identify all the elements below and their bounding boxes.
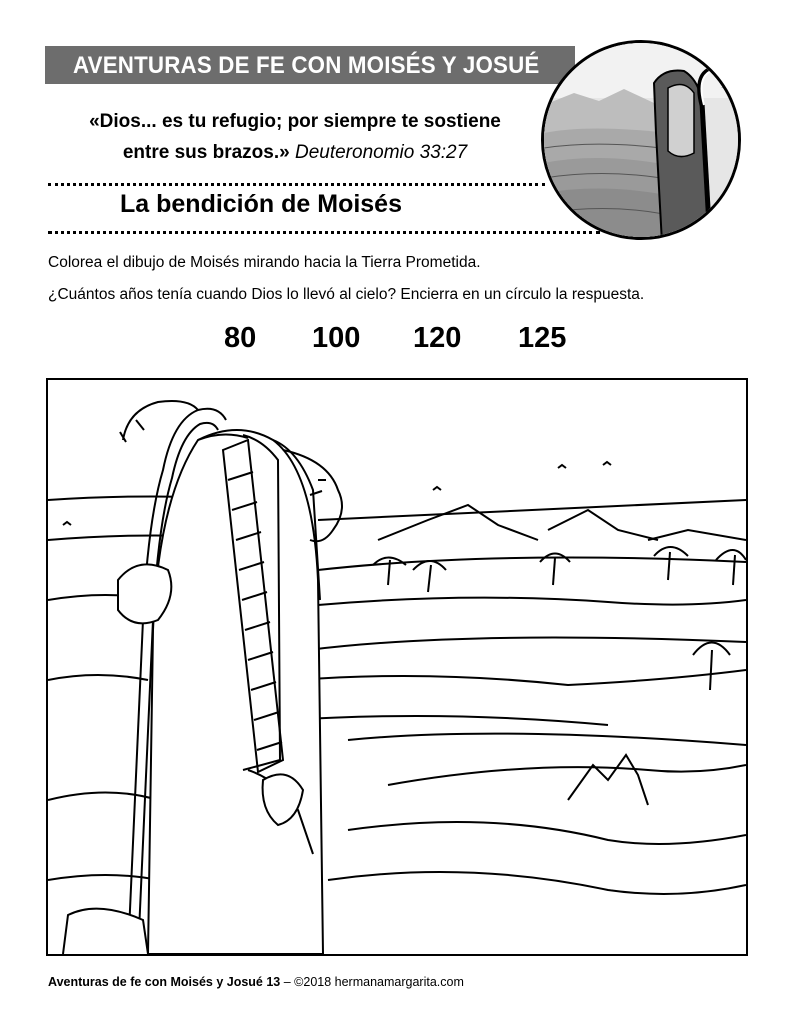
answer-option[interactable]: 120 — [413, 322, 462, 354]
instruction-question: ¿Cuántos años tenía cuando Dios lo llevó al cielo? Encierra en un círculo la respuesta. — [48, 286, 645, 303]
medallion-illustration-icon — [541, 40, 741, 240]
instruction-color: Colorea el dibujo de Moisés mirando hacia la Tierra Prometida. — [48, 254, 481, 271]
coloring-illustration-icon — [46, 378, 748, 956]
footer-book-title: Aventuras de fe con Moisés y Josué 13 — [48, 975, 281, 989]
footer-copyright: – ©2018 hermanamargarita.com — [280, 975, 464, 989]
dotted-divider-bottom — [48, 231, 600, 234]
quote-reference: Deuteronomio 33:27 — [294, 142, 468, 163]
banner-title: AVENTURAS DE FE CON MOISÉS Y JOSUÉ — [73, 52, 540, 79]
quote-line-2: entre sus brazos.» — [122, 142, 290, 163]
quote-line-1: «Dios... es tu refugio; por siempre te sostiene — [89, 111, 501, 132]
answer-choices — [0, 322, 791, 362]
page-title: La bendición de Moisés — [120, 190, 402, 218]
bible-quote — [45, 106, 545, 168]
dotted-divider-top — [48, 183, 545, 186]
header-banner — [45, 46, 575, 84]
page-footer — [48, 975, 464, 989]
answer-option[interactable]: 125 — [518, 322, 567, 354]
answer-option[interactable]: 80 — [224, 322, 257, 354]
answer-option[interactable]: 100 — [312, 322, 361, 354]
